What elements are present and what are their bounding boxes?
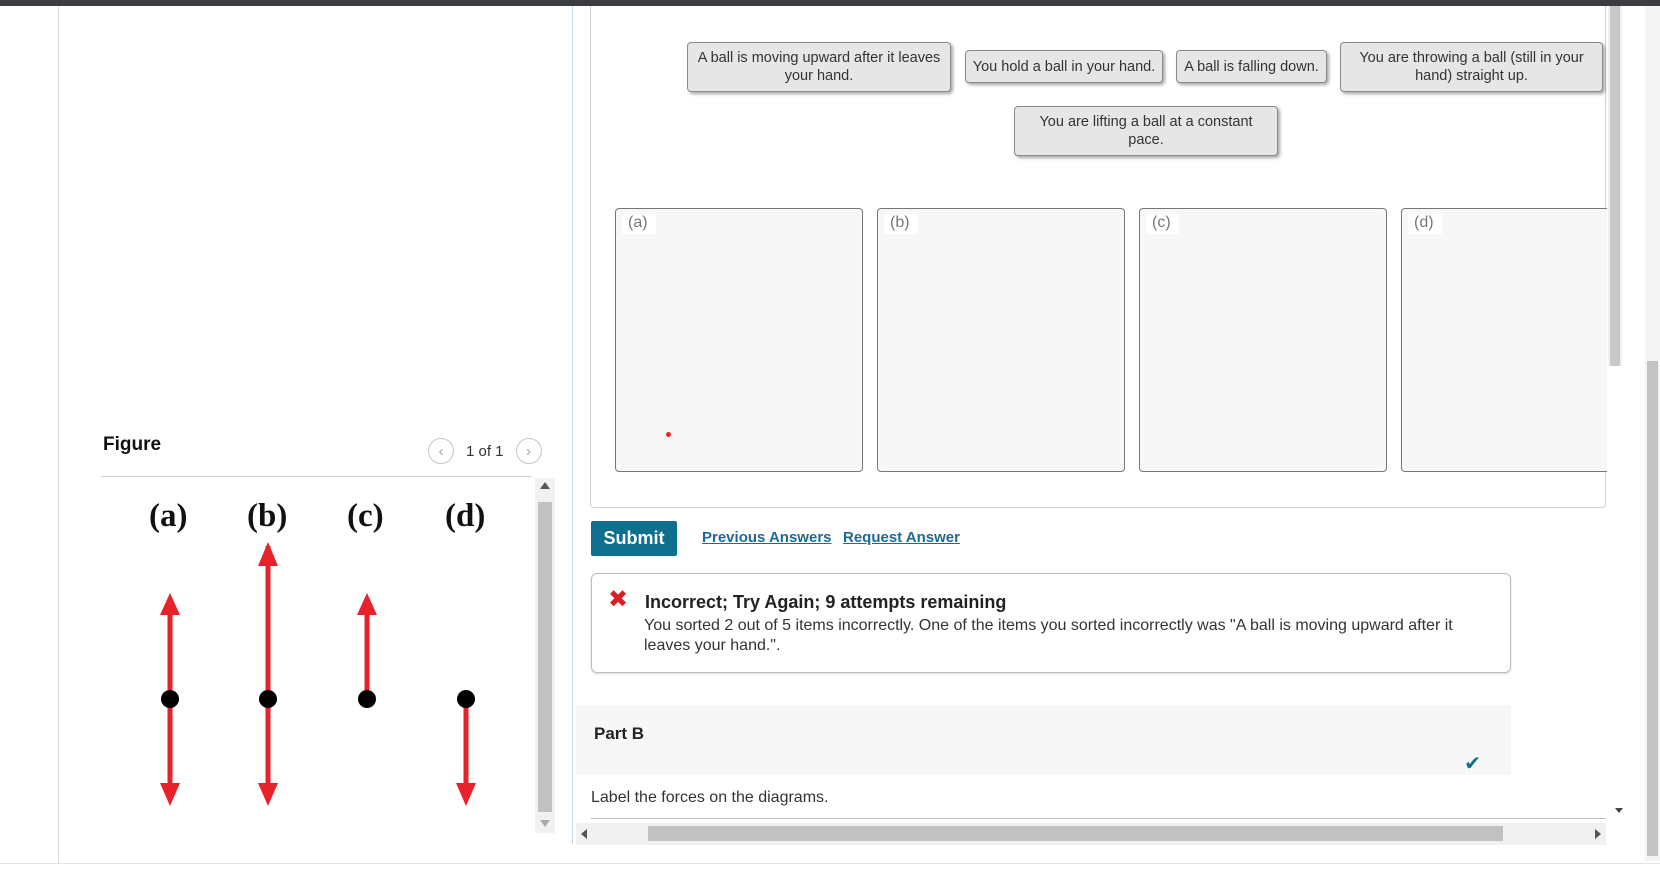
pager-text: 1 of 1 <box>466 442 504 460</box>
diagram-b <box>258 542 278 806</box>
feedback-body: You sorted 2 out of 5 items incorrectly. One of the items you sorted incorrectly was "A ball is moving upward after it leaves your hand.". <box>644 617 1453 654</box>
force-diagrams <box>101 478 531 838</box>
chip-falling-down[interactable]: A ball is falling down. <box>1176 50 1327 83</box>
diagram-c <box>357 593 377 708</box>
cursor-dot <box>666 432 671 437</box>
diagram-a <box>160 593 180 806</box>
scroll-down-arrow-icon[interactable] <box>540 820 550 827</box>
diagram-d <box>456 690 476 806</box>
figure-title: Figure <box>103 434 162 455</box>
diagram-label-a: (a) <box>149 498 188 534</box>
content-scrollbar[interactable] <box>1608 6 1622 366</box>
left-divider <box>58 6 59 864</box>
chevron-right-icon: › <box>526 442 532 460</box>
scroll-left-arrow-icon[interactable] <box>581 829 587 839</box>
figure-scrollbar[interactable] <box>535 478 555 833</box>
content-scroll-thumb[interactable] <box>1610 6 1620 366</box>
submit-button[interactable]: Submit <box>591 521 677 556</box>
drop-bin-a[interactable] <box>615 208 863 472</box>
scroll-right-arrow-icon[interactable] <box>1595 829 1601 839</box>
horizontal-scroll-thumb[interactable] <box>648 826 1503 841</box>
diagram-label-c: (c) <box>347 498 384 534</box>
drop-bin-d[interactable] <box>1401 208 1607 472</box>
part-b-instruction: Label the forces on the diagrams. <box>591 789 829 806</box>
page-scroll-thumb[interactable] <box>1647 361 1658 856</box>
bin-label-a: (a) <box>622 214 656 234</box>
request-answer-link[interactable]: Request Answer <box>843 529 960 546</box>
horizontal-scrollbar[interactable] <box>576 823 1606 845</box>
drop-bin-b[interactable] <box>877 208 1125 472</box>
chip-hold-ball[interactable]: You hold a ball in your hand. <box>965 50 1163 83</box>
next-figure-button[interactable] <box>516 438 542 464</box>
figure-scroll-thumb[interactable] <box>538 502 552 812</box>
figure-pager <box>428 437 542 465</box>
bin-label-d: (d) <box>1408 214 1442 234</box>
chevron-left-icon: ‹ <box>438 442 444 460</box>
chip-moving-upward[interactable]: A ball is moving upward after it leaves your hand. <box>687 42 951 92</box>
bin-label-b: (b) <box>884 214 918 234</box>
error-x-icon: ✖ <box>608 586 629 613</box>
previous-answers-link[interactable]: Previous Answers <box>702 529 832 546</box>
chip-throwing-ball[interactable]: You are throwing a ball (still in your hand) straight up. <box>1340 42 1603 92</box>
panel-divider-lower <box>572 426 573 844</box>
diagram-label-d: (d) <box>445 498 486 534</box>
diagram-svg <box>101 478 531 838</box>
feedback-title: Incorrect; Try Again; 9 attempts remaining <box>645 592 1007 612</box>
bin-label-c: (c) <box>1146 214 1179 234</box>
chip-lifting-ball[interactable]: You are lifting a ball at a constant pace. <box>1014 106 1278 156</box>
part-b-divider <box>591 818 1606 819</box>
bottom-divider <box>0 863 1660 864</box>
figure-divider <box>101 476 531 477</box>
scroll-up-arrow-icon[interactable] <box>540 482 550 489</box>
diagram-label-b: (b) <box>247 498 288 534</box>
prev-figure-button[interactable] <box>428 438 454 464</box>
checkmark-icon: ✔ <box>1464 753 1481 775</box>
part-b-title: Part B <box>594 724 645 743</box>
drop-bin-c[interactable] <box>1139 208 1387 472</box>
page-scrollbar[interactable] <box>1645 6 1660 861</box>
part-b-header[interactable] <box>576 705 1511 775</box>
panel-divider <box>572 6 573 426</box>
scroll-down-small-icon[interactable] <box>1615 808 1623 813</box>
feedback-box <box>591 573 1511 673</box>
